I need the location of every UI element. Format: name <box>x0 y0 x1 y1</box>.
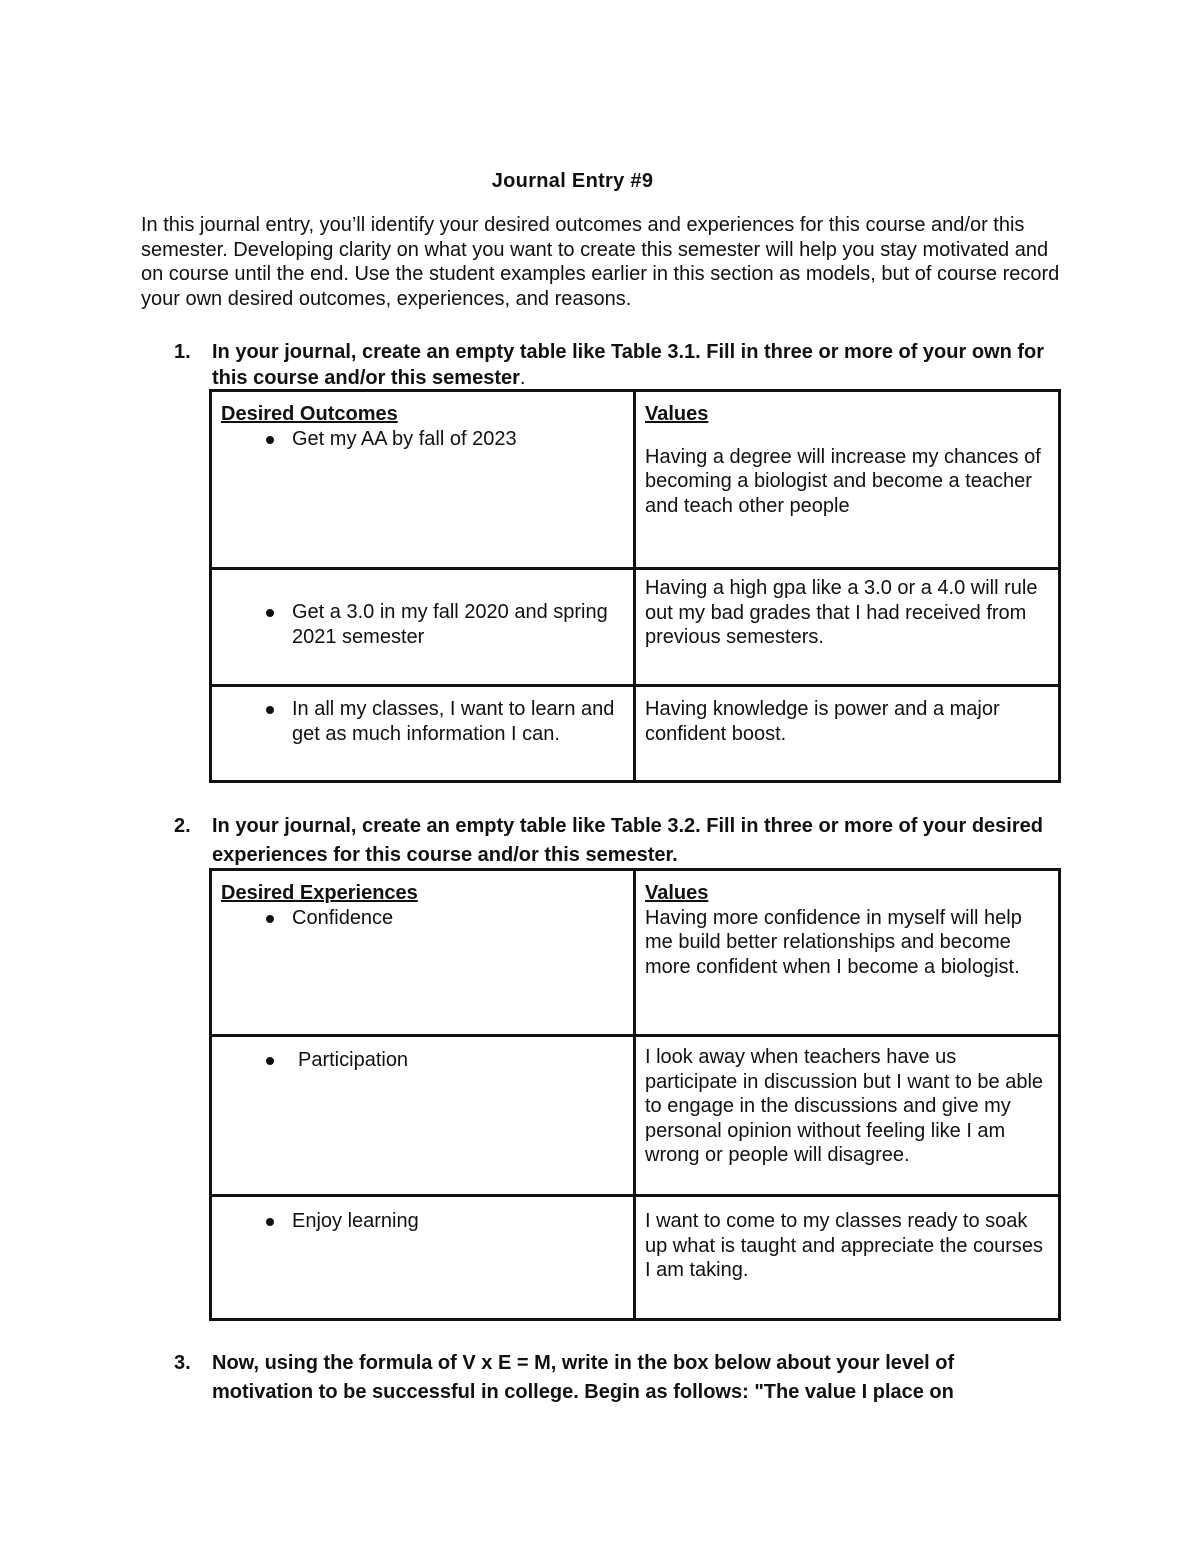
list-item <box>221 600 623 649</box>
page-title: Journal Entry #9 <box>491 170 654 192</box>
list-item <box>221 697 623 746</box>
value-text: Having a high gpa like a 3.0 or a 4.0 will rule out my bad grades that I had received from previous semesters. <box>645 577 1038 648</box>
column-header-values: Values <box>645 403 709 425</box>
value-text: I look away when teachers have us participate in discussion but I want to be able to engage in the discussions and give my personal opinion without feeling like I am wrong or people will disagree. <box>645 1046 1044 1166</box>
outcomes-table <box>209 389 1061 783</box>
table-row <box>211 870 1060 1036</box>
table-row <box>211 1036 1060 1196</box>
question-text: Now, using the formula of V x E = M, write in the box below about your level of motivation to be successful in college. Begin as follows: "The value I place on <box>212 1352 955 1403</box>
table-row <box>211 686 1060 782</box>
table-row <box>211 1196 1060 1320</box>
column-header-desired-outcomes: Desired Outcomes <box>221 403 398 425</box>
bullet-icon <box>266 436 274 444</box>
question-2 <box>174 812 1054 870</box>
value-text: I want to come to my classes ready to soak up what is taught and appreciate the courses I am taking. <box>645 1210 1044 1281</box>
question-number: 3. <box>174 1352 191 1374</box>
value-text: Having knowledge is power and a major confident boost. <box>645 698 1000 745</box>
bullet-icon <box>266 609 274 617</box>
list-item <box>221 427 623 452</box>
question-trailing-period: . <box>519 367 526 389</box>
bullet-icon <box>266 706 274 714</box>
table-cell[interactable] <box>211 870 635 1036</box>
table-cell[interactable] <box>211 1036 635 1196</box>
outcome-text: Get a 3.0 in my fall 2020 and spring 2021 semester <box>292 601 608 648</box>
table-cell[interactable] <box>211 391 635 569</box>
table-cell[interactable] <box>635 569 1060 686</box>
outcome-text: In all my classes, I want to learn and get as much information I can. <box>292 698 615 745</box>
bullet-icon <box>266 1218 274 1226</box>
question-1 <box>174 339 1054 391</box>
value-text: Having a degree will increase my chances of becoming a biologist and become a teacher and teach other people <box>645 445 1041 517</box>
table-row <box>211 569 1060 686</box>
table-cell[interactable] <box>635 686 1060 782</box>
experiences-table <box>209 868 1061 1321</box>
question-number: 2. <box>174 815 191 837</box>
intro-paragraph: In this journal entry, you’ll identify your desired outcomes and experiences for this course and/or this semester. Developing clarity on what you want to create this semester will help you stay motivated and on course until the end. Use the student examples earlier in this section as models, but of course record your own desired outcomes, experiences, and reasons. <box>141 214 1060 310</box>
list-item <box>221 1209 623 1234</box>
table-cell[interactable] <box>211 569 635 686</box>
question-text <box>212 339 1054 391</box>
experience-text: Participation <box>298 1049 409 1071</box>
column-header-desired-experiences: Desired Experiences <box>221 882 418 904</box>
question-number: 1. <box>174 341 191 363</box>
question-3 <box>174 1349 1054 1407</box>
table-cell[interactable] <box>635 870 1060 1036</box>
table-cell[interactable] <box>635 391 1060 569</box>
table-row <box>211 391 1060 569</box>
table-cell[interactable] <box>211 1196 635 1320</box>
outcome-text: Get my AA by fall of 2023 <box>292 427 517 450</box>
question-text: In your journal, create an empty table like Table 3.2. Fill in three or more of your desired experiences for this course and/or this semester. <box>212 815 1043 866</box>
experience-text: Confidence <box>292 906 394 929</box>
table-cell[interactable] <box>635 1196 1060 1320</box>
experience-text: Enjoy learning <box>292 1210 419 1232</box>
table-cell[interactable] <box>635 1036 1060 1196</box>
list-item <box>221 1048 623 1073</box>
column-header-values: Values <box>645 882 709 904</box>
bullet-icon <box>266 915 274 923</box>
bullet-icon <box>266 1057 274 1065</box>
question-text-content: In your journal, create an empty table like Table 3.1. Fill in three or more of your own for this course and/or this semester <box>212 341 1045 389</box>
list-item <box>221 906 623 931</box>
value-text: Having more confidence in myself will help me build better relationships and become more confident when I become a biologist. <box>645 906 1022 978</box>
table-cell[interactable] <box>211 686 635 782</box>
